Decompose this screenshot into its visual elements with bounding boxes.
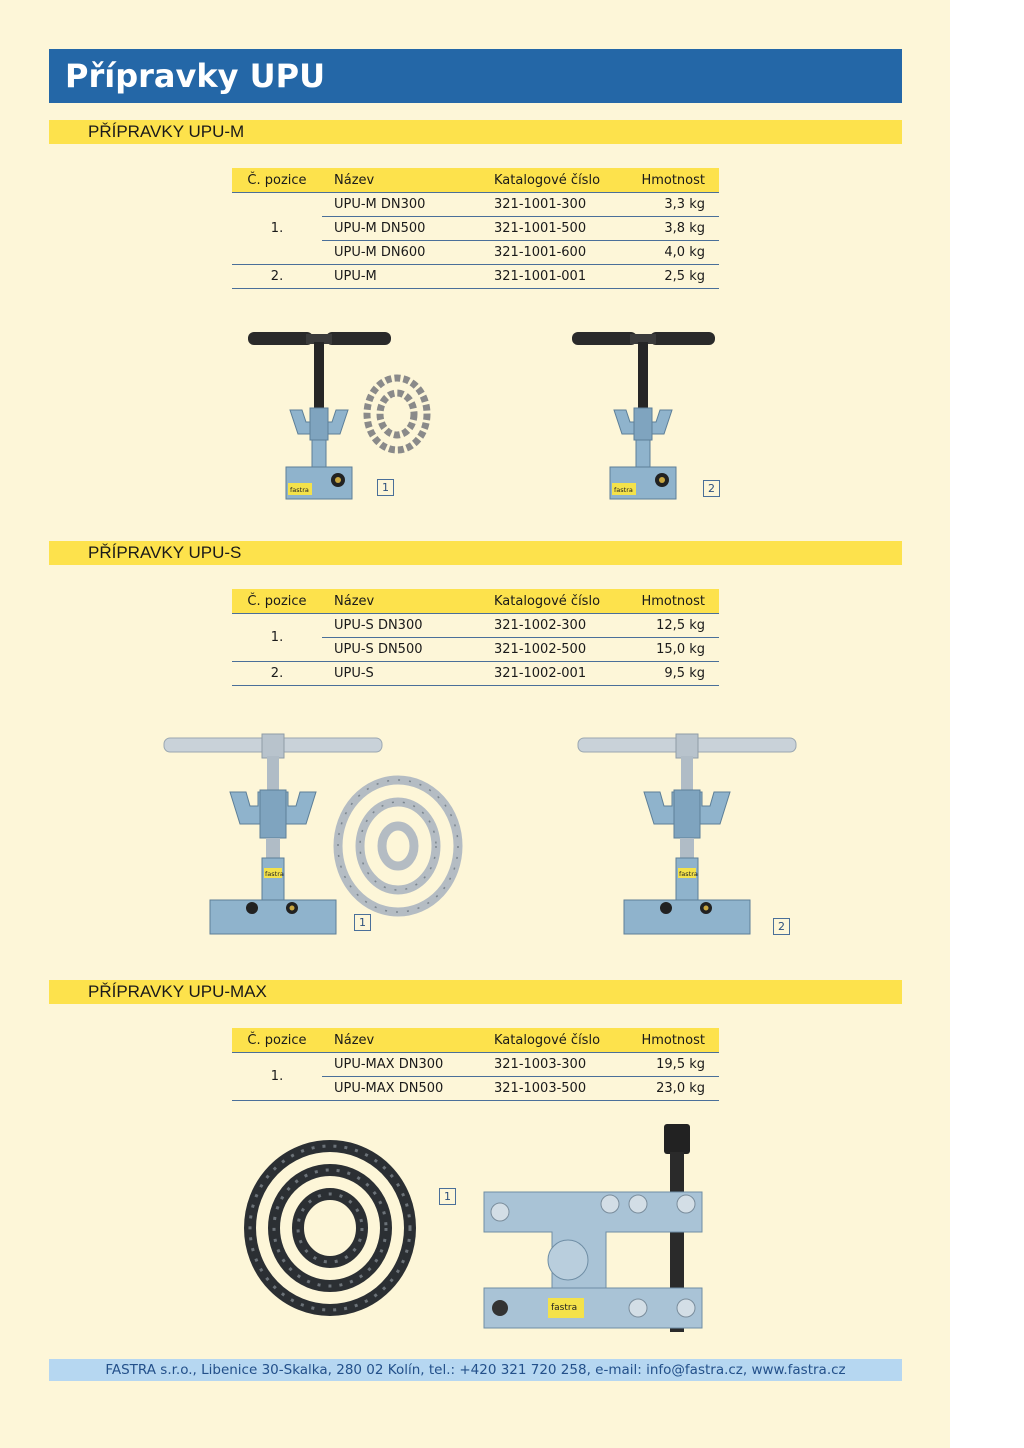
position-badge: 1 <box>354 914 371 931</box>
catalog-cell: 321-1003-500 <box>494 1077 634 1101</box>
table-header <box>232 589 719 614</box>
weight-cell: 4,0 kg <box>634 241 719 265</box>
catalog-cell: 321-1001-600 <box>494 241 634 265</box>
name-cell: UPU-M DN300 <box>322 193 494 217</box>
section-heading-upu-max: PŘÍPRAVKY UPU-MAX <box>49 980 902 1004</box>
name-cell: UPU-S DN300 <box>322 614 494 638</box>
weight-cell: 2,5 kg <box>634 265 719 289</box>
logo-text: fastra <box>290 486 309 494</box>
col-catalog: Katalogové číslo <box>494 589 634 614</box>
weight-cell: 23,0 kg <box>634 1077 719 1101</box>
table-row <box>232 662 719 686</box>
upu-s-tool-image <box>574 728 804 940</box>
catalog-cell: 321-1001-500 <box>494 217 634 241</box>
col-weight: Hmotnost <box>634 1028 719 1053</box>
table-row <box>232 614 719 638</box>
weight-cell: 3,8 kg <box>634 217 719 241</box>
pos-cell: 1. <box>232 1053 322 1101</box>
logo-text: fastra <box>551 1303 578 1313</box>
col-catalog: Katalogové číslo <box>494 168 634 193</box>
name-cell: UPU-S <box>322 662 494 686</box>
catalog-cell: 321-1002-500 <box>494 638 634 662</box>
upu-s-tool-with-chain-image <box>160 728 470 940</box>
col-weight: Hmotnost <box>634 589 719 614</box>
table-upu-m <box>232 168 719 289</box>
pos-cell: 2. <box>232 662 322 686</box>
weight-cell: 3,3 kg <box>634 193 719 217</box>
position-badge: 2 <box>773 918 790 935</box>
logo-text: fastra <box>679 870 698 878</box>
logo-text: fastra <box>614 486 633 494</box>
catalog-cell: 321-1003-300 <box>494 1053 634 1077</box>
position-badge: 2 <box>703 480 720 497</box>
name-cell: UPU-M DN500 <box>322 217 494 241</box>
upu-max-clamp-image <box>478 1120 710 1340</box>
catalog-cell: 321-1002-001 <box>494 662 634 686</box>
table-row <box>232 1053 719 1077</box>
page-title: Přípravky UPU <box>49 49 902 103</box>
catalog-cell: 321-1001-300 <box>494 193 634 217</box>
table-header <box>232 1028 719 1053</box>
name-cell: UPU-M <box>322 265 494 289</box>
footer-contact: FASTRA s.r.o., Libenice 30-Skalka, 280 02 Kolín, tel.: +420 321 720 258, e-mail: info@fastra.cz, www.fastra.cz <box>49 1359 902 1381</box>
pos-cell: 2. <box>232 265 322 289</box>
section-heading-upu-s: PŘÍPRAVKY UPU-S <box>49 541 902 565</box>
name-cell: UPU-M DN600 <box>322 241 494 265</box>
table-header <box>232 168 719 193</box>
upu-m-tool-with-chain-image <box>240 322 440 507</box>
catalog-cell: 321-1002-300 <box>494 614 634 638</box>
table-row <box>232 265 719 289</box>
weight-cell: 9,5 kg <box>634 662 719 686</box>
name-cell: UPU-S DN500 <box>322 638 494 662</box>
weight-cell: 19,5 kg <box>634 1053 719 1077</box>
col-pos: Č. pozice <box>232 168 322 193</box>
table-row <box>232 193 719 217</box>
section-heading-upu-m: PŘÍPRAVKY UPU-M <box>49 120 902 144</box>
catalog-cell: 321-1001-001 <box>494 265 634 289</box>
upu-m-tool-image <box>566 322 726 507</box>
pos-cell: 1. <box>232 614 322 662</box>
weight-cell: 15,0 kg <box>634 638 719 662</box>
col-weight: Hmotnost <box>634 168 719 193</box>
name-cell: UPU-MAX DN300 <box>322 1053 494 1077</box>
col-name: Název <box>322 168 494 193</box>
upu-max-chain-image <box>236 1132 426 1332</box>
table-upu-s <box>232 589 719 686</box>
col-pos: Č. pozice <box>232 589 322 614</box>
logo-text: fastra <box>265 870 284 878</box>
col-name: Název <box>322 589 494 614</box>
col-name: Název <box>322 1028 494 1053</box>
pos-cell: 1. <box>232 193 322 265</box>
table-upu-max <box>232 1028 719 1101</box>
name-cell: UPU-MAX DN500 <box>322 1077 494 1101</box>
position-badge: 1 <box>377 479 394 496</box>
col-pos: Č. pozice <box>232 1028 322 1053</box>
weight-cell: 12,5 kg <box>634 614 719 638</box>
col-catalog: Katalogové číslo <box>494 1028 634 1053</box>
position-badge: 1 <box>439 1188 456 1205</box>
